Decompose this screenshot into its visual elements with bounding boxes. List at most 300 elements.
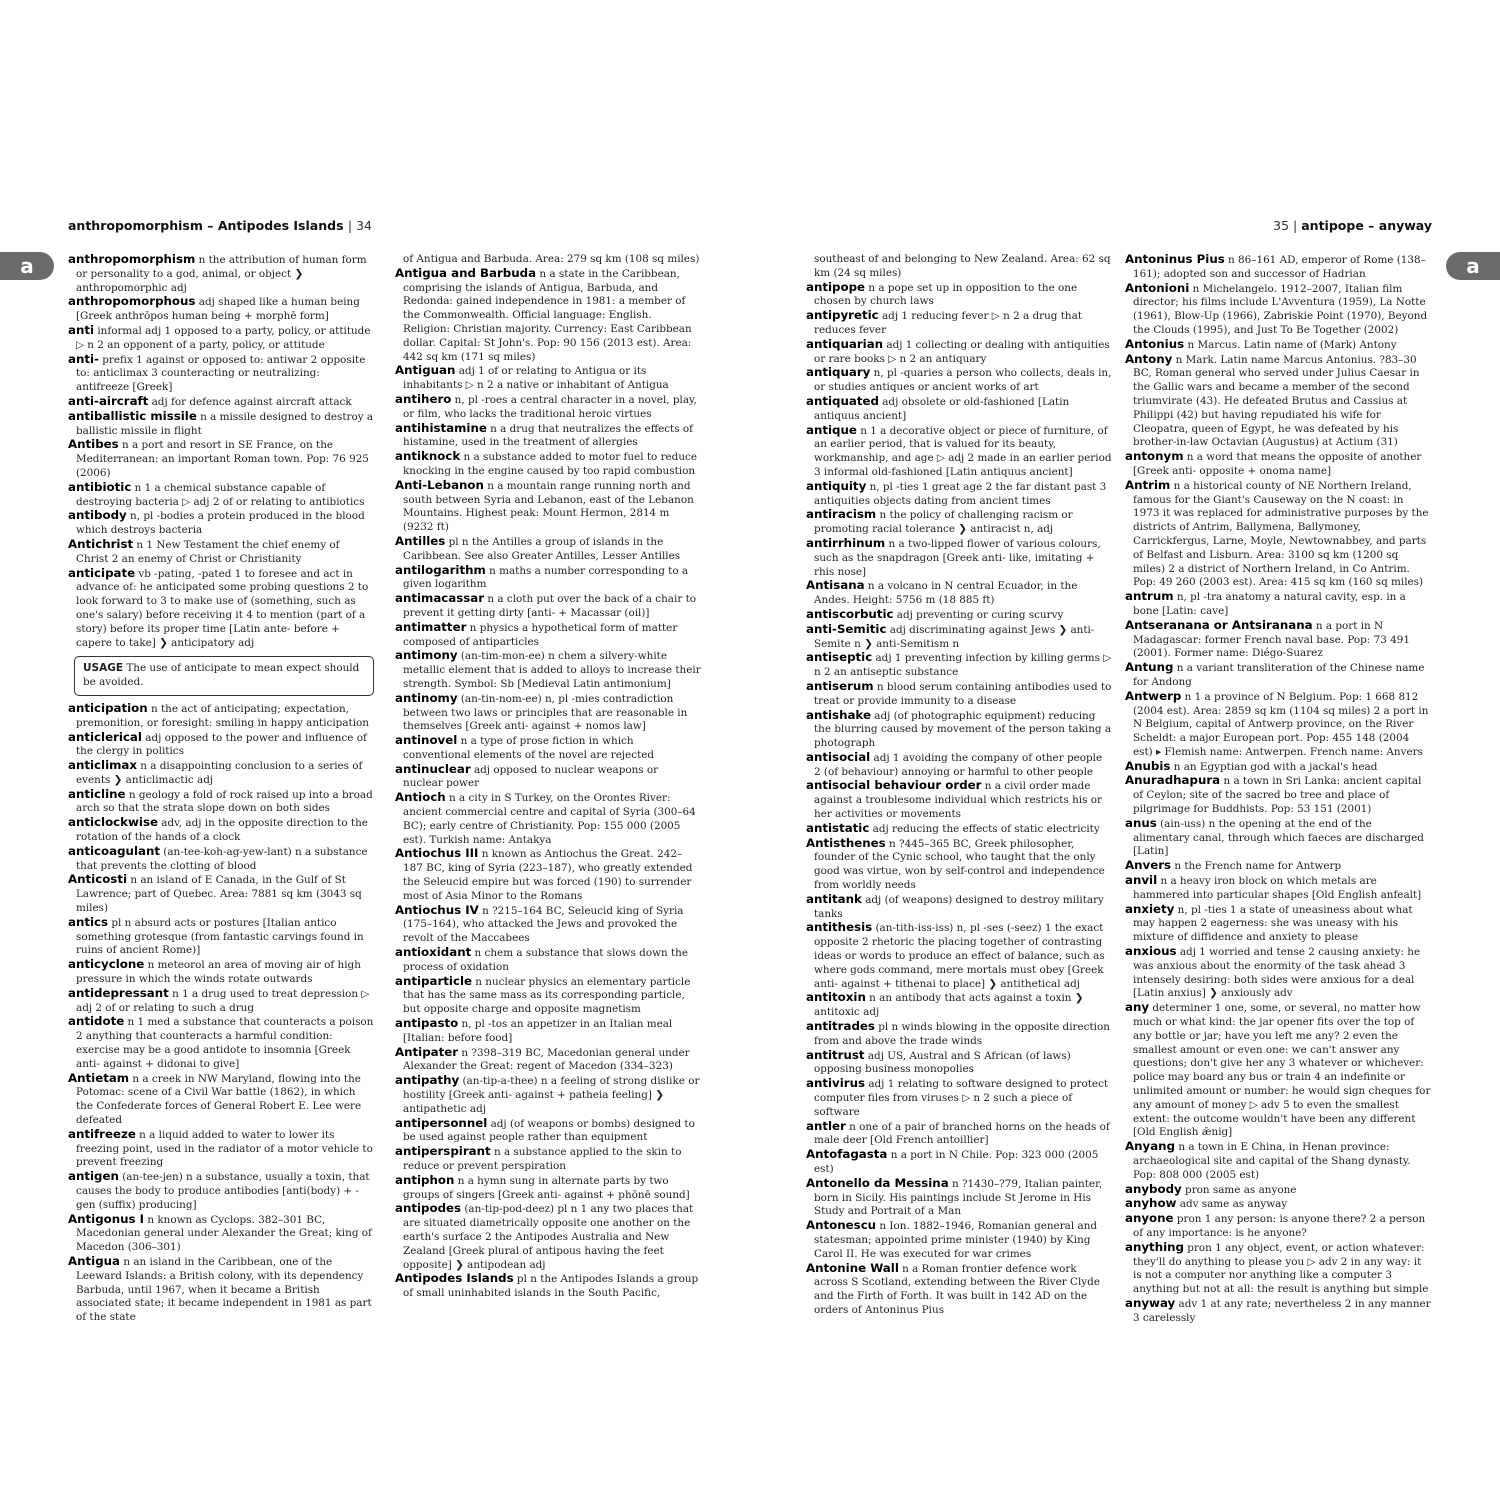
headword: antiphon <box>395 1172 455 1187</box>
dictionary-entry <box>806 424 1112 480</box>
definition: n 1 New Testament the chief enemy of Christ 2 an enemy of Christ or Christianity <box>76 538 340 565</box>
headword: Antilles <box>395 533 446 548</box>
dictionary-entry <box>1125 479 1431 590</box>
dictionary-entry <box>68 324 374 353</box>
dictionary-entry <box>395 564 701 593</box>
headword: antimony <box>395 648 458 663</box>
definition: informal adj 1 opposed to a party, policy, or attitude ▷ n 2 an opponent of a party, policy, or attitude <box>76 324 371 351</box>
dictionary-entry <box>395 1174 701 1203</box>
dictionary-entry <box>806 651 1112 680</box>
headword: Antung <box>1125 660 1174 675</box>
dictionary-entry <box>395 592 701 621</box>
dictionary-entry <box>1125 590 1431 619</box>
dictionary-entry <box>68 567 374 651</box>
dictionary-entry <box>68 538 374 567</box>
headword: Anubis <box>1125 758 1171 773</box>
definition: adj preventing or curing scurvy <box>893 608 1064 621</box>
headword: anticoagulant <box>68 843 160 858</box>
dictionary-entry <box>395 946 701 975</box>
headword: antique <box>806 422 857 437</box>
dictionary-entry <box>806 709 1112 751</box>
definition: n an island in the Caribbean, one of the Leeward Islands: a British colony, with its dependency Barbuda, until 1967, when it became a British associated state; it became independent in 1981 as part of the state <box>76 1255 372 1324</box>
definition: adj 1 preventing infection by killing germs ▷ n 2 an antiseptic substance <box>814 652 1112 679</box>
definition: n, pl -roes a central character in a novel, play, or film, who lacks the traditional heroic virtues <box>403 393 697 420</box>
dictionary-entry <box>68 958 374 987</box>
headword: antiracism <box>806 507 877 522</box>
headword: antibody <box>68 508 127 523</box>
dictionary-entry <box>806 1148 1112 1177</box>
definition: n an antibody that acts against a toxin ❯ antitoxic adj <box>814 992 1084 1019</box>
dictionary-entry <box>1125 661 1431 690</box>
headword: Antibes <box>68 437 119 452</box>
headword: Antonello da Messina <box>806 1175 949 1190</box>
headword: antipathy <box>395 1073 460 1088</box>
definition: n the policy of challenging racism or promoting racial tolerance ❯ antiracist n, adj <box>814 509 1073 536</box>
definition: n blood serum containing antibodies used to treat or provide immunity to a disease <box>814 680 1112 707</box>
definition: n a town in Sri Lanka: ancient capital of Ceylon; site of the sacred bo tree and place of pilgrimage for Buddhists. Pop: 53 151 (2001) <box>1133 775 1422 816</box>
headword: antihistamine <box>395 420 487 435</box>
headword: Antipodes Islands <box>395 1271 514 1286</box>
dictionary-entry <box>395 1074 701 1116</box>
definition: adj for defence against aircraft attack <box>148 395 352 408</box>
definition: adj reducing the effects of static electricity <box>869 822 1100 835</box>
entry-list <box>395 267 701 1301</box>
definition: n a type of prose fiction in which conventional elements of the novel are rejected <box>403 735 655 761</box>
definition: n a pope set up in opposition to the one chosen by church laws <box>814 281 1078 308</box>
definition: n 1 a chemical substance capable of destroying bacteria ▷ adj 2 of or relating to antibiotics <box>76 481 365 508</box>
headword: antilogarithm <box>395 562 486 577</box>
dictionary-entry <box>1125 1241 1431 1297</box>
column-2 <box>1125 253 1431 1326</box>
definition: n 1 med a substance that counteracts a poison 2 anything that counteracts a harmful condition: exercise may be a good antidote to insomnia [Greek anti- against + didonai to give] <box>76 1016 374 1070</box>
headword: antiknock <box>395 449 461 464</box>
entry-list <box>68 702 374 1325</box>
headword: antinovel <box>395 733 458 748</box>
dictionary-entry <box>395 1117 701 1146</box>
headword: anus <box>1125 815 1157 830</box>
dictionary-entry <box>806 508 1112 537</box>
usage-note <box>74 656 374 696</box>
entry-list <box>806 281 1112 1318</box>
definition: adj (of photographic equipment) reducing the blurring caused by movement of the person taking a photograph <box>814 709 1112 750</box>
usage-tag: USAGE <box>83 662 124 675</box>
definition: (an-tee-koh-ag-yew-lant) n a substance that prevents the clotting of blood <box>76 845 368 872</box>
definition: n, pl -tos an appetizer in an Italian meal [Italian: before food] <box>403 1018 673 1044</box>
dictionary-entry <box>1125 282 1431 338</box>
headword: antipasto <box>395 1016 459 1031</box>
dictionary-entry <box>68 731 374 760</box>
running-head-right: 35 | antipope – anyway <box>1273 218 1432 233</box>
dictionary-entry <box>806 1177 1112 1219</box>
headword: antigen <box>68 1169 119 1184</box>
definition: pl n absurd acts or postures [Italian antico something grotesque (from fantastic carvings found in ruins of ancient Rome)] <box>76 916 364 957</box>
headword: antihero <box>395 391 452 406</box>
thumb-index-tab: a <box>0 252 54 280</box>
headword: Antrim <box>1125 477 1171 492</box>
dictionary-entry <box>806 395 1112 424</box>
headword: antimacassar <box>395 591 485 606</box>
definition: n 1 a drug used to treat depression ▷ adj 2 of or relating to such a drug <box>76 987 370 1014</box>
dictionary-entry <box>1125 1001 1431 1140</box>
headword: antishake <box>806 707 871 722</box>
column-2 <box>395 253 701 1301</box>
dictionary-entry <box>1125 1183 1431 1198</box>
dictionary-entry <box>395 791 701 847</box>
headword: Anyang <box>1125 1139 1176 1154</box>
definition: pl n the Antipodes Islands a group of small uninhabited islands in the South Pacific, <box>403 1273 699 1300</box>
dictionary-entry <box>68 438 374 480</box>
headword: Antwerp <box>1125 688 1182 703</box>
headword: antiballistic missile <box>68 408 197 423</box>
headword: anticipation <box>68 700 148 715</box>
definition: n geology a fold of rock raised up into a broad arch so that the strata slope down on both sides <box>76 788 373 815</box>
definition: adv, adj in the opposite direction to the rotation of the hands of a clock <box>76 817 368 844</box>
dictionary-entry <box>806 779 1112 821</box>
definition: n Marcus. Latin name of (Mark) Antony <box>1184 338 1397 351</box>
definition: n a variant transliteration of the Chinese name for Andong <box>1133 662 1425 688</box>
definition: adj (of weapons or bombs) designed to be used against people rather than equipment <box>403 1117 695 1144</box>
definition: vb -pating, -pated 1 to foresee and act in advance of: he anticipated some probing questions 2 to look forward to 3 to make use of (something, such as one's salary) before receiving it 4 to mention (part of a story) before its proper time [Latin ante- before + capere to take] ❯ anticipatory adj <box>76 567 369 649</box>
definition: (an-tip-a-thee) n a feeling of strong dislike or hostility [Greek anti- against + patheia feeling] ❯ antipathetic adj <box>403 1075 700 1115</box>
headword: antimatter <box>395 619 467 634</box>
dictionary-entry <box>68 916 374 958</box>
definition: n a city in S Turkey, on the Orontes River: ancient commercial centre and capital of Syria (300–64 BC); early centre of Christianity. Pop: 155 000 (2005 est). Turkish name: Antakya <box>403 792 696 846</box>
definition: n a mountain range running north and south between Syria and Lebanon, east of the Lebanon Mountains. Highest peak: Mount Hermon, 2814 m (9232 ft) <box>403 479 694 534</box>
dictionary-entry <box>806 338 1112 367</box>
dictionary-entry <box>68 987 374 1016</box>
headword: antiseptic <box>806 650 873 665</box>
definition: adj obsolete or old-fashioned [Latin antiquus ancient] <box>814 395 1070 422</box>
definition: n nuclear physics an elementary particle that has the same mass as its corresponding particle, but opposite charge and opposite magnetism <box>403 975 691 1016</box>
dictionary-entry <box>68 788 374 817</box>
definition: n a liquid added to water to lower its freezing point, used in the radiator of a motor vehicle to prevent freezing <box>76 1128 373 1169</box>
headword: antibiotic <box>68 479 132 494</box>
dictionary-entry <box>1125 903 1431 945</box>
headword: Antofagasta <box>806 1147 888 1162</box>
dictionary-entry <box>395 649 701 691</box>
dictionary-entry <box>806 579 1112 608</box>
headword: Antonioni <box>1125 280 1190 295</box>
dictionary-entry <box>395 1145 701 1174</box>
definition: n ?398–319 BC, Macedonian general under Alexander the Great: regent of Macedon (334–323) <box>403 1046 690 1073</box>
headword: Antonescu <box>806 1218 877 1233</box>
dictionary-entry <box>1125 1197 1431 1212</box>
definition: adv same as anyway <box>1176 1198 1288 1211</box>
definition: n chem a substance that slows down the process of oxidation <box>403 947 688 973</box>
definition: determiner 1 one, some, or several, no matter how much or what kind: the jar opener fits over the top of any bottle or jar; have you left me any? 2 even the smallest amount or even one: we can't answer any questions; don't give her any 3 whatever or whichever: police may board any bus or train 4 an indefinite or unlimited amount or number: he would sign cheques for any amount of money ▷ adv 5 to even the smallest extent: the outcome wouldn't have been any different [Old English ǣnig] <box>1133 1002 1431 1139</box>
headword: Antiochus IV <box>395 902 479 917</box>
dictionary-entry <box>1125 450 1431 479</box>
definition: n a heavy iron block on which metals are hammered into particular shapes [Old English anfealt] <box>1133 875 1422 901</box>
dictionary-entry <box>806 921 1112 991</box>
definition: n a civil order made against a troublesome individual which restricts his or her activities or movements <box>814 780 1102 821</box>
headword: Antisana <box>806 578 865 593</box>
headword: Antichrist <box>68 536 134 551</box>
running-head-left: anthropomorphism – Antipodes Islands | 34 <box>68 218 372 233</box>
definition: n ?445–365 BC, Greek philosopher, founder of the Cynic school, who taught that the only good was virtue, won by self-control and independence from worldly needs <box>814 837 1105 892</box>
headword: antiparticle <box>395 973 472 988</box>
headword: antipersonnel <box>395 1115 488 1130</box>
headword: anxious <box>1125 944 1177 959</box>
definition: adj US, Austral and S African (of laws) opposing business monopolies <box>814 1049 1071 1076</box>
definition: adj (of weapons) designed to destroy military tanks <box>814 893 1104 920</box>
definition: n the French name for Antwerp <box>1171 860 1342 873</box>
definition: n, pl -bodies a protein produced in the blood which destroys bacteria <box>76 510 365 537</box>
column-1 <box>806 253 1112 1318</box>
definition: (an-tee-jen) n a substance, usually a toxin, that causes the body to produce antibodies [anti(body) + -gen (suffix) producing] <box>76 1171 370 1211</box>
definition: (an-tip-pod-deez) pl n 1 any two places that are situated diametrically opposite one another on the earth's surface 2 the Antipodes Australia and New Zealand [Greek plural of antipous having the feet opposite] ❯ antipodean adj <box>403 1203 694 1271</box>
definition: n a volcano in N central Ecuador, in the Andes. Height: 5756 m (18 885 ft) <box>814 580 1078 607</box>
dictionary-entry <box>68 353 374 395</box>
definition: n a substance applied to the skin to reduce or prevent perspiration <box>403 1146 682 1172</box>
definition: n an island of E Canada, in the Gulf of St Lawrence; part of Quebec. Area: 7881 sq km (3043 sq miles) <box>76 874 362 915</box>
dictionary-entry <box>806 751 1112 780</box>
headword: antitrust <box>806 1047 865 1062</box>
definition: adj 1 relating to software designed to protect computer files from viruses ▷ n 2 such a piece of software <box>814 1078 1109 1118</box>
dictionary-entry <box>1125 1212 1431 1241</box>
headword: anticline <box>68 786 126 801</box>
dictionary-entry <box>806 1049 1112 1078</box>
headword: antitrades <box>806 1019 875 1034</box>
dictionary-entry <box>68 845 374 874</box>
headword: antidepressant <box>68 985 169 1000</box>
headword: antiquity <box>806 478 867 493</box>
headword: antiperspirant <box>395 1144 491 1159</box>
dictionary-entry <box>1125 874 1431 903</box>
definition: prefix 1 against or opposed to: antiwar 2 opposite to: anticlimax 3 counteracting or neutralizing: antifreeze [Greek] <box>76 353 366 394</box>
definition: (an-tin-nom-ee) n, pl -mies contradiction between two laws or principles that are reasonable in themselves [Greek anti- against + nomos law] <box>403 692 688 733</box>
dictionary-entry <box>68 702 374 731</box>
dictionary-entry <box>68 816 374 845</box>
dictionary-entry <box>806 1077 1112 1119</box>
definition: n a two-lipped flower of various colours, such as the snapdragon [Greek anti- like, imitating + rhis nose] <box>814 537 1101 578</box>
dictionary-entry <box>1125 338 1431 353</box>
dictionary-entry <box>806 991 1112 1020</box>
dictionary-entry <box>68 1170 374 1212</box>
dictionary-entry <box>395 535 701 564</box>
dictionary-entry <box>806 480 1112 509</box>
dictionary-entry <box>395 1017 701 1046</box>
dictionary-entry <box>806 608 1112 623</box>
entry-list <box>68 253 374 650</box>
headword: antifreeze <box>68 1126 136 1141</box>
headword: Antiochus III <box>395 846 479 861</box>
headword: antidote <box>68 1014 125 1029</box>
headword: Antigua and Barbuda <box>395 265 537 280</box>
continued-text: southeast of and belonging to New Zealand. Area: 62 sq km (24 sq miles) <box>814 253 1111 279</box>
headword: anyway <box>1125 1295 1176 1310</box>
dictionary-entry <box>1125 1140 1431 1182</box>
dictionary-entry <box>68 253 374 295</box>
dictionary-entry <box>68 509 374 538</box>
headword: anti- <box>68 351 99 366</box>
dictionary-entry <box>806 822 1112 837</box>
dictionary-entry <box>806 1020 1112 1049</box>
dictionary-entry <box>68 481 374 510</box>
headword: Antony <box>1125 351 1173 366</box>
running-head-title: antipope – anyway <box>1301 218 1432 233</box>
dictionary-entry <box>395 692 701 734</box>
headword: antistatic <box>806 820 870 835</box>
definition: adv 1 at any rate; nevertheless 2 in any manner 3 carelessly <box>1133 1297 1431 1324</box>
definition: n 1 a province of N Belgium. Pop: 1 668 812 (2004 est). Area: 2859 sq km (1104 sq miles) 2 a port in N Belgium, capital of Antwerp province, on the River Scheldt: a major European port. Pop: 455 148 (2004 est) ▸ Flemish name: Antwerpen. French name: Anvers <box>1133 690 1429 758</box>
headword: anticlimax <box>68 758 137 773</box>
dictionary-entry <box>1125 253 1431 282</box>
headword: Antonius <box>1125 336 1185 351</box>
definition: n a Roman frontier defence work across S Scotland, extending between the River Clyde and the Firth of Forth. It was built in 142 AD on the orders of Antoninus Pius <box>814 1262 1100 1316</box>
definition: n maths a number corresponding to a given logarithm <box>403 564 689 591</box>
headword: Antietam <box>68 1070 130 1085</box>
definition: adj 1 avoiding the company of other people 2 (of behaviour) annoying or harmful to other people <box>814 751 1103 778</box>
definition: n a cloth put over the back of a chair to prevent it getting dirty [anti- + Macassar (oil)] <box>403 593 697 619</box>
headword: anxiety <box>1125 901 1175 916</box>
headword: anthropomorphous <box>68 294 196 309</box>
dictionary-entry <box>806 680 1112 709</box>
definition: n 86–161 AD, emperor of Rome (138–161); adopted son and successor of Hadrian <box>1133 254 1426 280</box>
headword: anti-aircraft <box>68 393 149 408</box>
dictionary-entry <box>806 281 1112 310</box>
dictionary-entry <box>395 904 701 946</box>
dictionary-entry <box>68 1015 374 1071</box>
dictionary-entry <box>806 1120 1112 1149</box>
headword: Antonine Wall <box>806 1260 899 1275</box>
dictionary-entry <box>395 975 701 1017</box>
dictionary-entry <box>1125 817 1431 859</box>
headword: anthropomorphism <box>68 252 196 266</box>
dictionary-entry <box>806 309 1112 338</box>
dictionary-entry <box>806 893 1112 922</box>
definition: pl n the Antilles a group of islands in the Caribbean. See also Greater Antilles, Lesser Antilles <box>403 535 681 562</box>
headword: Antseranana or Antsiranana <box>1125 617 1313 632</box>
headword: anything <box>1125 1239 1184 1254</box>
headword: antipope <box>806 279 866 294</box>
right-page <box>750 0 1500 1500</box>
dictionary-entry <box>395 364 701 393</box>
headword: antonym <box>1125 449 1184 464</box>
dictionary-entry <box>395 1272 701 1301</box>
dictionary-entry <box>806 837 1112 893</box>
dictionary-entry <box>68 873 374 915</box>
dictionary-entry <box>395 450 701 479</box>
dictionary-entry <box>806 537 1112 579</box>
dictionary-entry <box>806 623 1112 652</box>
dictionary-entry <box>395 621 701 650</box>
dictionary-entry <box>1125 1297 1431 1326</box>
dictionary-entry <box>68 395 374 410</box>
definition: n physics a hypothetical form of matter composed of antiparticles <box>403 621 678 648</box>
headword: antitank <box>806 891 862 906</box>
headword: antisocial <box>806 749 871 764</box>
definition: n a port in N Madagascar: former French naval base. Pop: 73 491 (2001). Former name: Diégo-Suarez <box>1133 619 1410 660</box>
dictionary-entry <box>395 393 701 422</box>
definition: n Ion. 1882–1946, Romanian general and statesman; appointed prime minister (1940) by King Carol II. He was executed for war crimes <box>814 1220 1098 1260</box>
headword: antioxidant <box>395 945 472 960</box>
definition: n ?1430–?79, Italian painter, born in Sicily. His paintings include St Jerome in His Study and Portrait of a Man <box>814 1177 1103 1218</box>
entry-list <box>1125 253 1431 1326</box>
definition: n Michelangelo. 1912–2007, Italian film director; his films include L'Avventura (1959), La Notte (1961), Blow-Up (1966), Zabriskie Point (1970), Beyond the Clouds (1995), and Just To Be Together (2002) <box>1133 282 1428 336</box>
definition: pl n winds blowing in the opposite direction from and above the trade winds <box>814 1021 1110 1047</box>
definition: n a creek in NW Maryland, flowing into the Potomac: scene of a Civil War battle (1862), in which the Confederate forces of General Robert E. Lee were defeated <box>76 1072 362 1127</box>
definition: n meteorol an area of moving air of high pressure in which the winds rotate outwards <box>76 959 361 986</box>
dictionary-entry <box>1125 945 1431 1001</box>
definition: n a disappointing conclusion to a series of events ❯ anticlimactic adj <box>76 760 363 786</box>
dictionary-entry <box>68 1128 374 1170</box>
definition: adj 1 worried and tense 2 causing anxiety: he was anxious about the enormity of the task ahead 3 intensely desiring: both sides were anxious for a deal [Latin anxius] ❯ anxiously adv <box>1133 946 1421 1000</box>
headword: antler <box>806 1118 846 1133</box>
dictionary-entry <box>395 1202 701 1272</box>
headword: Anticosti <box>68 872 128 887</box>
headword: anti-Semitic <box>806 621 887 636</box>
definition: pron 1 any person: is anyone there? 2 a person of any importance: is he anyone? <box>1133 1213 1426 1239</box>
dictionary-entry <box>1125 760 1431 775</box>
dictionary-entry <box>395 422 701 451</box>
definition: n one of a pair of branched horns on the heads of male deer [Old French antoillier] <box>814 1120 1110 1147</box>
headword: Antisthenes <box>806 835 886 850</box>
headword: Anvers <box>1125 858 1172 873</box>
headword: Antioch <box>395 790 446 805</box>
headword: antrum <box>1125 589 1174 604</box>
headword: antinomy <box>395 690 458 705</box>
dictionary-entry <box>68 410 374 439</box>
headword: antinuclear <box>395 761 471 776</box>
dictionary-entry <box>1125 619 1431 661</box>
headword: antirrhinum <box>806 535 886 550</box>
definition: n Mark. Latin name Marcus Antonius. ?83–30 BC, Roman general who served under Julius Caesar in the Gallic wars and became a member of the second triumvirate (43). He defeated Brutus and Cassius at Philippi (42) but having repudiated his wife for Cleopatra, queen of Egypt, he was defeated by his brother-in-law Octavian (Augustus) at Actium (31) <box>1133 353 1420 449</box>
dictionary-entry <box>395 267 701 365</box>
definition: n a state in the Caribbean, comprising the islands of Antigua, Barbuda, and Redonda: gained independence in 1981: a member of the Commonwealth. Official language: English. Religion: Christian majority. Currency: East Caribbean dollar. Capital: St John's. Pop: 90 156 (2013 est). Area: 442 sq km (171 sq miles) <box>403 267 692 363</box>
headword: Antigua <box>68 1253 121 1268</box>
headword: anticlockwise <box>68 815 158 830</box>
dictionary-entry <box>806 1262 1112 1318</box>
headword: antithesis <box>806 920 873 935</box>
headword: anybody <box>1125 1181 1182 1196</box>
definition: n 1 a decorative object or piece of furniture, of an earlier period, that is valued for its beauty, workmanship, and age ▷ adj 2 made in an earlier period 3 informal old-fashioned [Latin antiquus ancient] <box>814 424 1112 478</box>
definition: adj 1 collecting or dealing with antiquities or rare books ▷ n 2 an antiquary <box>814 338 1110 365</box>
definition: n an Egyptian god with a jackal's head <box>1170 760 1378 773</box>
headword: anyhow <box>1125 1196 1177 1211</box>
definition: n a port and resort in SE France, on the Mediterranean: an important Roman town. Pop: 76 925 (2006) <box>76 439 369 479</box>
headword: anyone <box>1125 1211 1174 1226</box>
definition: n a word that means the opposite of another [Greek anti- opposite + onoma name] <box>1133 451 1422 477</box>
definition: n a port in N Chile. Pop: 323 000 (2005 est) <box>814 1149 1099 1175</box>
headword: anticyclone <box>68 957 145 972</box>
usage-text: The use of anticipate to mean expect should be avoided. <box>83 662 360 689</box>
headword: anticipate <box>68 565 136 580</box>
headword: antipyretic <box>806 308 879 323</box>
definition: adj opposed to the power and influence of the clergy in politics <box>76 731 367 758</box>
definition: adj 1 reducing fever ▷ n 2 a drug that reduces fever <box>814 310 1082 336</box>
dictionary-entry <box>1125 774 1431 816</box>
dictionary-entry <box>806 366 1112 395</box>
definition: n the attribution of human form or personality to a god, animal, or object ❯ anthropomorphic adj <box>76 254 367 294</box>
headword: anti <box>68 322 95 337</box>
definition: n, pl -ties 1 a state of uneasiness about what may happen 2 eagerness: she was uneasy with his mixture of diffidence and anxiety to please <box>1133 903 1413 944</box>
definition: pron 1 any object, event, or action whatever: they'll do anything to please you ▷ adv 2 in any way: it is not a computer nor anything like a computer 3 anything but not at all: the result is anything but simple <box>1133 1241 1429 1296</box>
dictionary-entry <box>395 734 701 763</box>
headword: antiserum <box>806 678 874 693</box>
definition: n a missile designed to destroy a ballistic missile in flight <box>76 410 374 437</box>
dictionary-entry <box>68 295 374 324</box>
headword: Anuradhapura <box>1125 773 1221 788</box>
dictionary-entry <box>395 1046 701 1075</box>
continued-text: of Antigua and Barbuda. Area: 279 sq km (108 sq miles) <box>403 253 700 265</box>
headword: anticlerical <box>68 729 142 744</box>
definition: n, pl -ties 1 great age 2 the far distant past 3 antiquities objects dating from ancient times <box>814 480 1107 507</box>
definition: n a substance added to motor fuel to reduce knocking in the engine caused by too rapid combustion <box>403 451 697 477</box>
dictionary-entry <box>68 1255 374 1325</box>
definition: pron same as anyone <box>1181 1183 1297 1196</box>
dictionary-entry <box>68 1213 374 1255</box>
